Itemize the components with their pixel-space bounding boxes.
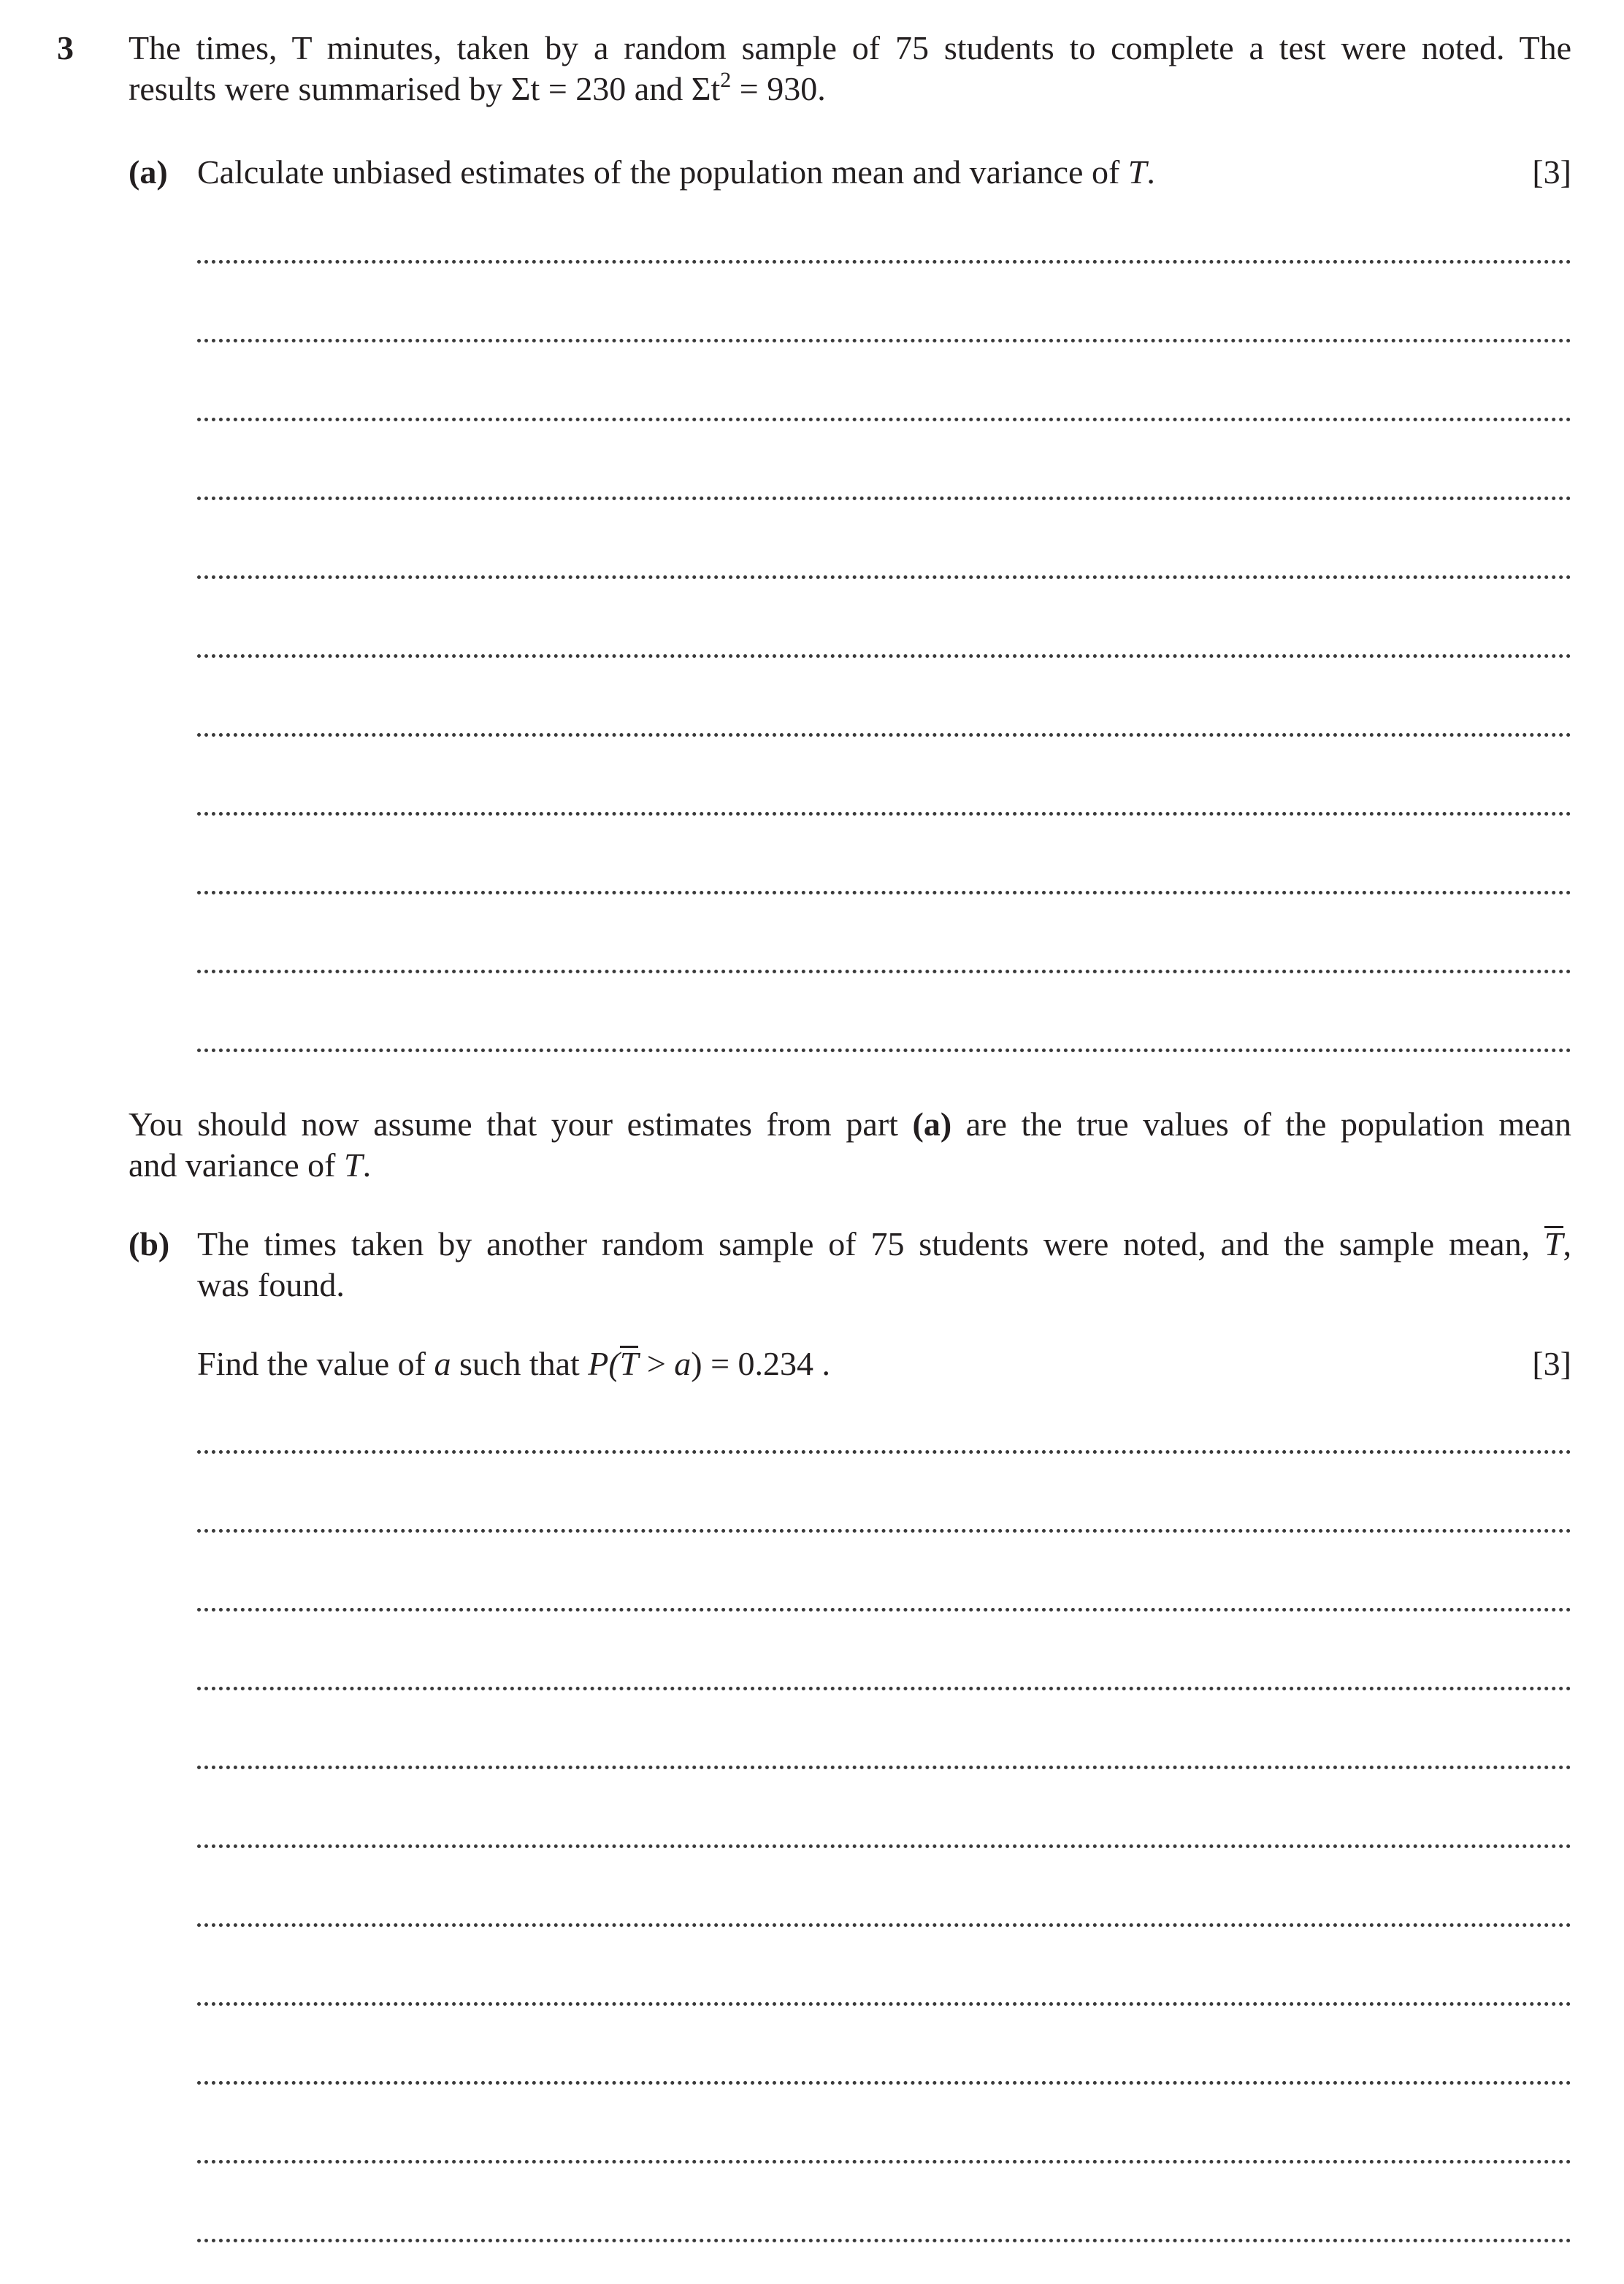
assumption-line2: and variance of T. bbox=[129, 1146, 372, 1184]
assumption-text bbox=[129, 1104, 1571, 1186]
answer-line[interactable] bbox=[197, 2160, 1571, 2164]
sum-t: Σt = 230 bbox=[510, 70, 627, 107]
answer-line[interactable] bbox=[197, 260, 1571, 264]
part-a-question: Calculate unbiased estimates of the population mean and variance of T. bbox=[197, 153, 1155, 191]
answer-line[interactable] bbox=[197, 1608, 1571, 1612]
answer-line[interactable] bbox=[197, 733, 1571, 737]
answer-line[interactable] bbox=[197, 2002, 1571, 2006]
answer-line[interactable] bbox=[197, 654, 1571, 658]
answer-line[interactable] bbox=[197, 339, 1571, 342]
answer-line[interactable] bbox=[197, 575, 1571, 579]
part-b-line1: The times taken by another random sample of 75 students were noted, and the sample mean, T, bbox=[197, 1225, 1571, 1262]
answer-line[interactable] bbox=[197, 1529, 1571, 1533]
sample-mean-symbol: T bbox=[1544, 1225, 1563, 1262]
answer-line[interactable] bbox=[197, 2239, 1571, 2242]
answer-line[interactable] bbox=[197, 1687, 1571, 1690]
question-intro-line1: The times, T minutes, taken by a random sample of 75 students to complete a test were noted. The bbox=[129, 29, 1571, 66]
sum-t-squared: $\Sigma t^2 = 930$. bbox=[691, 68, 826, 107]
part-b-line2: was found. bbox=[197, 1266, 345, 1303]
part-b-label: (b) bbox=[129, 1225, 170, 1262]
answer-line[interactable] bbox=[197, 1049, 1571, 1052]
answer-line[interactable] bbox=[197, 812, 1571, 816]
question-intro-line2: results were summarised by Σt = 230 and $\Sigma t^2 = 930$. bbox=[129, 68, 826, 107]
sample-mean-symbol: T bbox=[619, 1345, 639, 1382]
part-b-marks: [3] bbox=[1532, 1345, 1571, 1382]
answer-line[interactable] bbox=[197, 497, 1571, 500]
answer-line[interactable] bbox=[197, 1923, 1571, 1927]
answer-line[interactable] bbox=[197, 1844, 1571, 1848]
answer-line[interactable] bbox=[197, 891, 1571, 894]
question-number: 3 bbox=[57, 29, 74, 66]
part-b-find: Find the value of a such that P(T > a) = 0.234 . bbox=[197, 1345, 831, 1382]
answer-line[interactable] bbox=[197, 970, 1571, 973]
part-a-label: (a) bbox=[129, 153, 168, 191]
answer-line[interactable] bbox=[197, 418, 1571, 421]
question-intro bbox=[129, 28, 1571, 114]
answer-line[interactable] bbox=[197, 1766, 1571, 1769]
part-b-question bbox=[197, 1224, 1571, 1306]
answer-line[interactable] bbox=[197, 1450, 1571, 1454]
assumption-line1: You should now assume that your estimates from part (a) are the true values of the population mean bbox=[129, 1105, 1571, 1143]
part-a-marks: [3] bbox=[1532, 153, 1571, 191]
answer-line[interactable] bbox=[197, 2081, 1571, 2085]
